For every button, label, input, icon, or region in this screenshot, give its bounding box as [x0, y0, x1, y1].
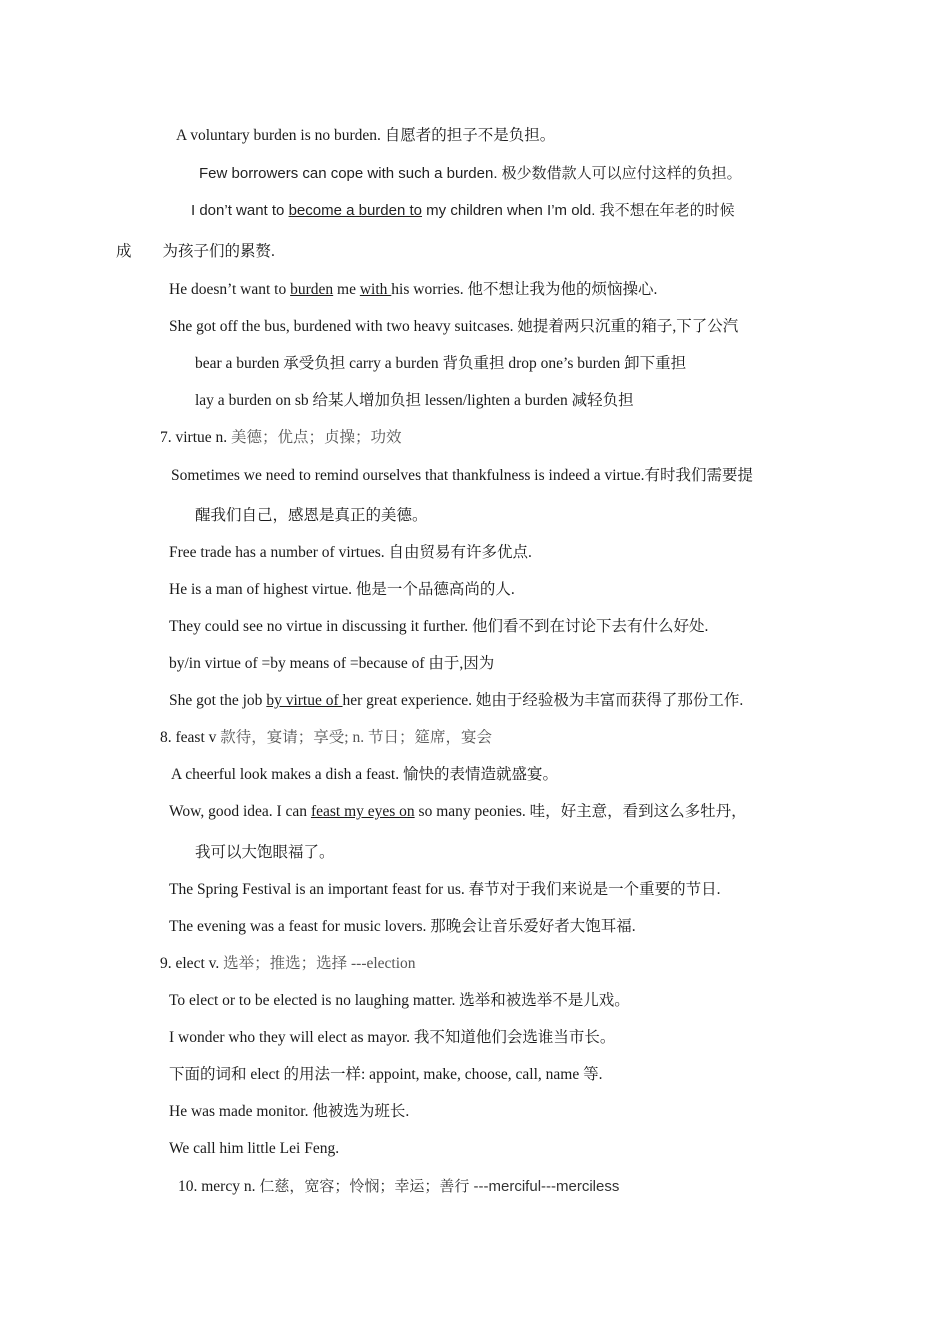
- phrases-burden-1: bear a burden 承受负担 carry a burden 背负重担 drop one’s burden 卸下重担: [195, 355, 687, 372]
- phrase-by-virtue-of-underlined: by virtue of: [266, 692, 343, 709]
- example-burdened-suitcases: She got off the bus, burdened with two heavy suitcases. 她提着两只沉重的箱子,下了公汽: [169, 318, 739, 335]
- example-burden-with: He doesn’t want to burden me with his worries. 他不想让我为他的烦恼操心.: [169, 281, 658, 298]
- note-elect-usage: 下面的词和 elect 的用法一样: appoint, make, choose, call, name 等.: [169, 1066, 603, 1083]
- example-few-borrowers: Few borrowers can cope with such a burden. 极少数借款人可以应付这样的负担。: [199, 165, 742, 182]
- phrase-with: with: [359, 281, 392, 298]
- example-voluntary-burden: A voluntary burden is no burden. 自愿者的担子不是负担。: [176, 127, 556, 144]
- example-made-monitor: He was made monitor. 他被选为班长.: [169, 1103, 410, 1120]
- heading-mercy: 10. mercy n. 仁慈，宽容；怜悯；幸运；善行 ---merciful---merciless: [178, 1178, 620, 1195]
- example-elect-mayor: I wonder who they will elect as mayor. 我不知道他们会选谁当市长。: [169, 1029, 616, 1046]
- example-free-trade: Free trade has a number of virtues. 自由贸易有许多优点.: [169, 544, 532, 561]
- heading-virtue: 7. virtue n. 美德；优点；贞操；功效: [160, 429, 402, 446]
- example-become-burden-continued: 成 为孩子们的累赘.: [116, 243, 275, 260]
- example-by-virtue-of: She got the job by virtue of her great experience. 她由于经验极为丰富而获得了那份工作.: [169, 692, 744, 709]
- example-become-burden: I don’t want to become a burden to my children when I’m old. 我不想在年老的时候: [191, 202, 735, 219]
- example-highest-virtue: He is a man of highest virtue. 他是一个品德高尚的人.: [169, 581, 515, 598]
- example-thankfulness-virtue: Sometimes we need to remind ourselves that thankfulness is indeed a virtue.有时我们需要提: [171, 467, 753, 484]
- example-spring-festival: The Spring Festival is an important feast for us. 春节对于我们来说是一个重要的节日.: [169, 881, 721, 898]
- phrases-burden-2: lay a burden on sb 给某人增加负担 lessen/lighten a burden 减轻负担: [195, 392, 634, 409]
- example-cheerful-look: A cheerful look makes a dish a feast. 愉快的表情造就盛宴。: [171, 766, 558, 783]
- phrase-burden: burden: [290, 281, 334, 298]
- example-feast-my-eyes-continued: 我可以大饱眼福了。: [195, 844, 335, 861]
- example-no-virtue: They could see no virtue in discussing it further. 他们看不到在讨论下去有什么好处.: [169, 618, 709, 635]
- phrase-by-virtue-of: by/in virtue of =by means of =because of 由于,因为: [169, 655, 495, 672]
- example-elect-matter: To elect or to be elected is no laughing matter. 选举和被选举不是儿戏。: [169, 992, 630, 1009]
- example-feast-my-eyes: Wow, good idea. I can feast my eyes on so many peonies. 哇，好主意，看到这么多牡丹，: [169, 803, 747, 820]
- example-thankfulness-virtue-continued: 醒我们自己，感恩是真正的美德。: [195, 507, 428, 524]
- phrase-feast-my-eyes-on: feast my eyes on: [310, 803, 415, 820]
- example-music-lovers: The evening was a feast for music lovers. 那晚会让音乐爱好者大饱耳福.: [169, 918, 636, 935]
- heading-feast: 8. feast v 款待，宴请；享受; n. 节日；筵席，宴会: [160, 729, 492, 746]
- example-lei-feng: We call him little Lei Feng.: [169, 1140, 340, 1157]
- heading-elect: 9. elect v. 选举；推选；选择 ---election: [160, 955, 416, 972]
- phrase-become-a-burden-to: become a burden to: [288, 202, 422, 219]
